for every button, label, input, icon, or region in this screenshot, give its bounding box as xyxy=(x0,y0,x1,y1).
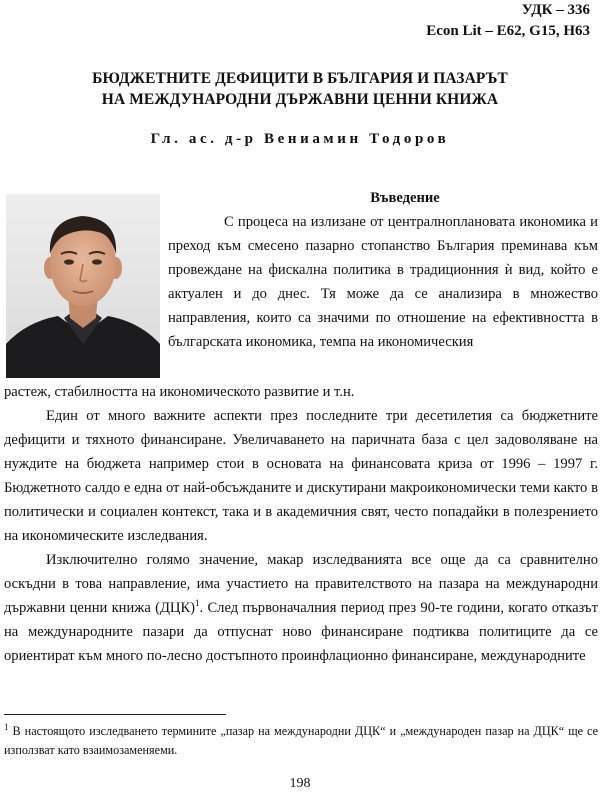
footnote-reference[interactable]: 1 xyxy=(195,598,200,609)
paragraph-international-market xyxy=(4,548,598,668)
paragraph-3-end: . След първоначалния период през 90-те години, когато отказът на международните пазари да отпуснат ново финансиране подтиква политиците да се ориентират към много по-лесно достъпното проинфлационно финансиране, международните xyxy=(4,600,598,664)
author-name: Гл. ас. д-р Вениамин Тодоров xyxy=(150,131,450,147)
title-line-1: БЮДЖЕТНИТЕ ДЕФИЦИТИ В БЪЛГАРИЯ И ПАЗАРЪТ xyxy=(92,70,508,87)
classification-codes xyxy=(426,0,590,42)
intro-paragraph: С процеса на излизане от централноплановата икономика и преход към смесено пазарно стопанство България преминава към провеждане на фискална политика в традиционния ѝ вид, който е актуален и до днес. Тя може да се анализира в множество направления, които са значими по отношение на ефективността в българската икономика, темпа на икономическия xyxy=(168,214,598,350)
author-portrait-image xyxy=(6,194,160,378)
main-text xyxy=(4,380,598,668)
paragraph-3-start: Изключително голямо значение, макар изследванията все още да са сравнително оскъдни в това направление, има участието на правителството на пазара на международни държавни ценни книжа (ДЦК) xyxy=(4,552,598,616)
paragraph-budget-deficits: Един от много важните аспекти през последните три десетилетия са бюджетните дефицити и тяхното финансиране. Увеличаването на паричната база с цел задоволяване на нуждите на бюджета например стои в основата на финансовата криза от 1996 – 1997 г. Бюджетното салдо е една от най-обсъжданите и дискутирани макроикономически теми както в политически и социален контекст, така и в академичния свят, често попадайки в полезрението на икономическите изследвания. xyxy=(4,408,598,544)
econlit-code: Econ Lit – E62, G15, H63 xyxy=(426,23,590,39)
page-number: 198 xyxy=(289,776,311,791)
udk-code: УДК – 336 xyxy=(521,2,590,18)
section-heading: Въведение xyxy=(370,190,440,206)
footnote xyxy=(4,722,598,760)
intro-paragraph-tail: растеж, стабилността на икономическото развитие и т.н. xyxy=(4,384,355,400)
footnote-text: В настоящото изследването термините „пазар на международни ДЦК“ и „международен пазар на ДЦК“ ще се използват като взаимозаменяеми. xyxy=(4,724,599,757)
footnote-divider xyxy=(4,714,226,715)
title-line-2: НА МЕЖДУНАРОДНИ ДЪРЖАВНИ ЦЕННИ КНИЖА xyxy=(101,91,499,108)
author-photo xyxy=(6,194,160,378)
footnote-mark: 1 xyxy=(4,721,9,732)
intro-section xyxy=(168,186,598,354)
article-title xyxy=(40,68,560,110)
